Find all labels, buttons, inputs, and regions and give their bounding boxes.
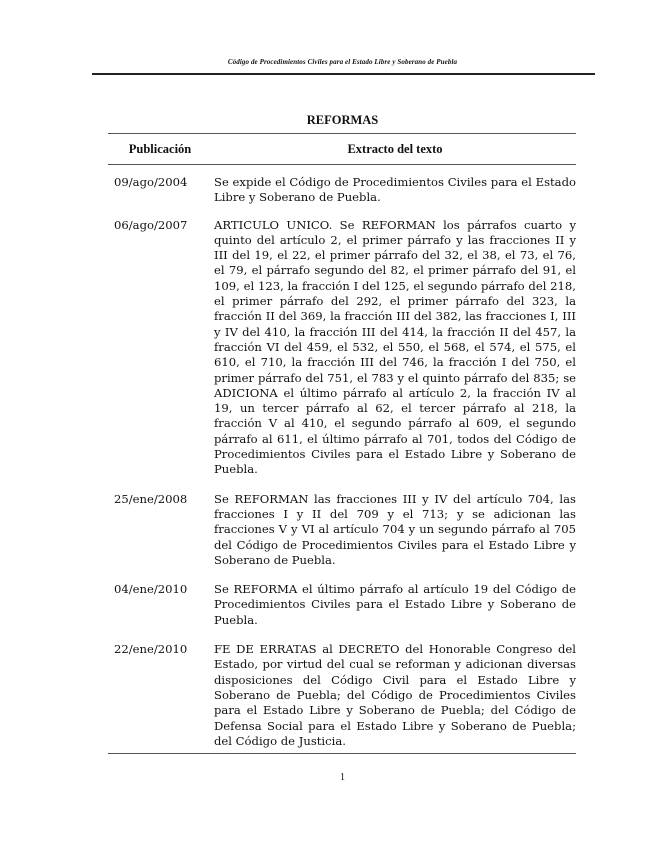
reform-excerpt: ARTICULO UNICO. Se REFORMAN los párrafos cuarto y quinto del artículo 2, el primer párrafo y las fracciones II y III del 19, el 22, el primer párrafo del 32, el 38, el 73, el 76, el 79, el párrafo segundo del 82, el primer párrafo del 91, el 109, el 123, la fracción I del 125, el segundo párrafo del 218, el primer párrafo del 292, el primer párrafo del 323, la fracción II del 369, la fracción III del 382, las fracciones I, III y IV del 410, la fracción III del 414, la fracción II del 457, la fracción VI del 459, el 532, el 550, el 568, el 574, el 575, el 610, el 710, la fracción III del 746, la fracción I del 750, el primer párrafo del 751, el 783 y el quinto párrafo del 835; se ADICIONA el último párrafo al artículo 2, la fracción IV al 19, un tercer párrafo al 62, el tercer párrafo al 218, la fracción V al 410, el segundo párrafo al 609, el segundo párrafo al 611, el último párrafo al 701, todos del Código de Procedimientos Civiles para el Estado Libre y Soberano de Puebla. bbox=[214, 217, 576, 477]
publication-date: 06/ago/2007 bbox=[114, 217, 188, 232]
reforms-table bbox=[108, 133, 576, 754]
reform-excerpt: Se expide el Código de Procedimientos Civiles para el Estado Libre y Soberano de Puebla. bbox=[214, 175, 576, 205]
table-row bbox=[108, 175, 576, 206]
page-number: 1 bbox=[340, 772, 345, 783]
reform-excerpt: Se REFORMA el último párrafo al artículo 19 del Código de Procedimientos Civiles para el Estado Libre y Soberano de Puebla. bbox=[214, 582, 576, 627]
column-header-extracto: Extracto del texto bbox=[347, 141, 443, 156]
reform-excerpt: Se REFORMAN las fracciones III y IV del artículo 704, las fracciones I y II del 709 y el 713; y se adicionan las fracciones V y VI al artículo 704 y un segundo párrafo al 705 del Código de Procedimientos Civiles para el Estado Libre y Soberano de Puebla. bbox=[214, 491, 576, 567]
page-title: REFORMAS bbox=[306, 113, 379, 127]
table-row bbox=[108, 492, 576, 568]
header-rule bbox=[92, 73, 595, 75]
publication-date: 04/ene/2010 bbox=[114, 582, 188, 597]
reform-excerpt: FE DE ERRATAS al DECRETO del Honorable Congreso del Estado, por virtud del cual se reforman y adicionan diversas disposiciones del Código Civil para el Estado Libre y Soberano de Puebla; del Código de Procedimientos Civiles para el Estado Libre y Soberano de Puebla; del Código de Defensa Social para el Estado Libre y Soberano de Puebla; del Código de Justicia. bbox=[214, 642, 576, 748]
table-header bbox=[108, 134, 576, 164]
publication-date: 09/ago/2004 bbox=[114, 175, 188, 189]
table-header-rule bbox=[108, 164, 576, 165]
column-header-publicacion: Publicación bbox=[128, 141, 192, 156]
running-header: Código de Procedimientos Civiles para el Estado Libre y Soberano de Puebla bbox=[227, 58, 458, 66]
publication-date: 22/ene/2010 bbox=[114, 642, 188, 657]
table-row bbox=[108, 218, 576, 478]
table-row bbox=[108, 642, 576, 749]
table-bottom-rule bbox=[108, 753, 576, 754]
publication-date: 25/ene/2008 bbox=[114, 491, 188, 506]
table-row bbox=[108, 582, 576, 628]
